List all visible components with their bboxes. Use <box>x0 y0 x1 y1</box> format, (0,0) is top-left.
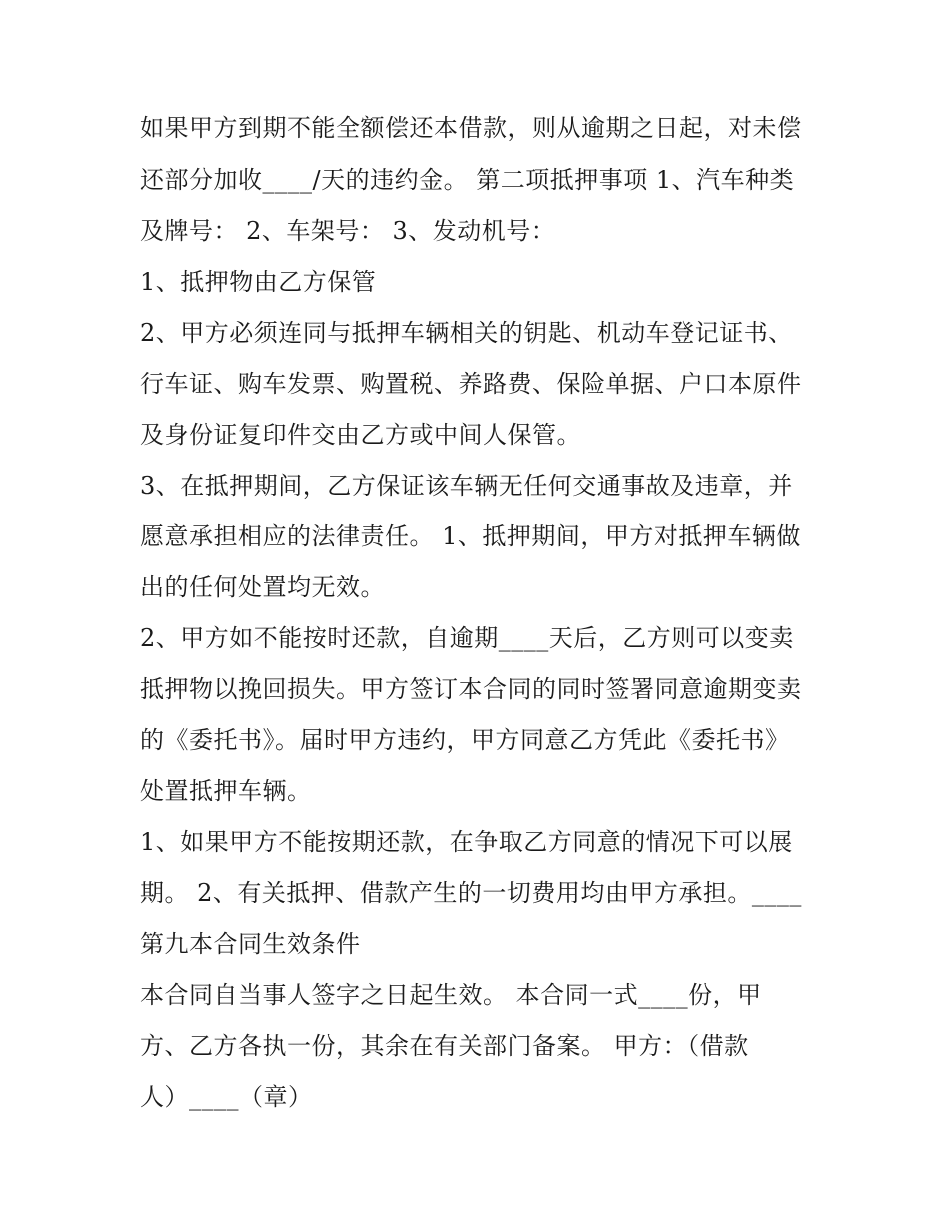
text-line: 及身份证复印件交由乙方或中间人保管。 <box>140 421 581 449</box>
text-line: 2、甲方如不能按时还款，自逾期____天后，乙方则可以变卖 <box>140 624 794 652</box>
section-heading: 第九本合同生效条件 <box>140 930 361 958</box>
text-line: 2、甲方必须连同与抵押车辆相关的钥匙、机动车登记证书、 <box>140 319 793 347</box>
text-line: 的《委托书》。届时甲方违约，甲方同意乙方凭此《委托书》 <box>140 726 790 754</box>
text-line: 抵押物以挽回损失。甲方签订本合同的同时签署同意逾期变卖 <box>140 675 802 703</box>
text-line: 还部分加收____/天的违约金。 第二项抵押事项 1、汽车种类 <box>140 166 795 194</box>
text-line: 1、抵押物由乙方保管 <box>140 268 377 296</box>
text-line: 行车证、购车发票、购置税、养路费、保险单据、户口本原件 <box>140 370 802 398</box>
text-line: 1、如果甲方不能按期还款，在争取乙方同意的情况下可以展 <box>140 828 793 856</box>
text-line: 3、在抵押期间，乙方保证该车辆无任何交通事故及违章，并 <box>140 472 793 500</box>
signature-line: 人）____（章） <box>140 1083 313 1111</box>
text-line: 处置抵押车辆。 <box>140 777 312 805</box>
text-line: 出的任何处置均无效。 <box>140 573 385 601</box>
text-line: 期。 2、有关抵押、借款产生的一切费用均由甲方承担。____ <box>140 879 802 907</box>
text-line: 如果甲方到期不能全额偿还本借款，则从逾期之日起，对未偿 <box>140 114 802 142</box>
text-line: 及牌号： 2、车架号： 3、发动机号： <box>140 217 556 245</box>
text-line: 愿意承担相应的法律责任。 1、抵押期间，甲方对抵押车辆做 <box>140 522 801 550</box>
text-line: 本合同自当事人签字之日起生效。 本合同一式____份，甲 <box>140 981 762 1009</box>
text-line: 方、乙方各执一份，其余在有关部门备案。 甲方：（借款 <box>140 1032 749 1060</box>
